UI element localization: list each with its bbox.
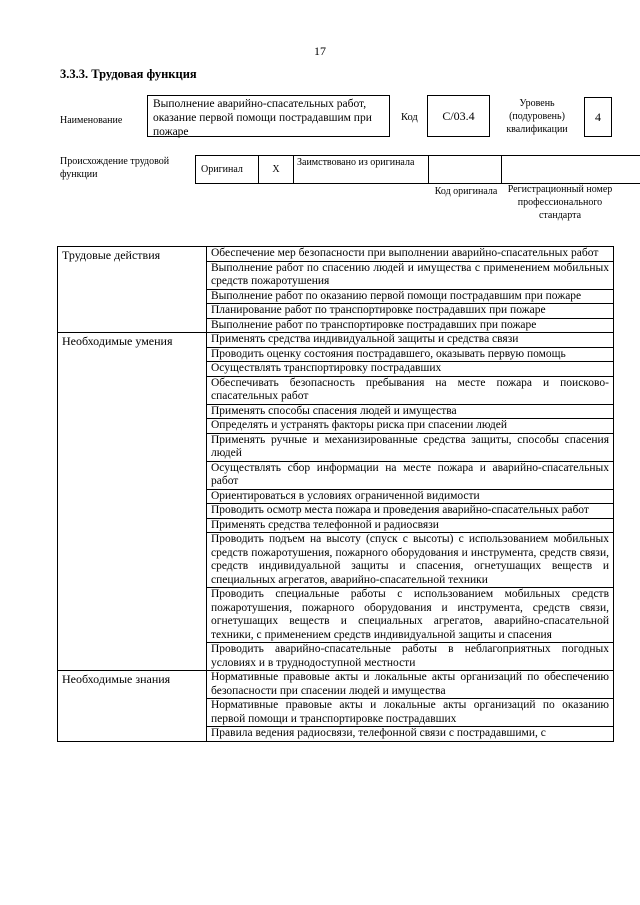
level-box: 4: [584, 97, 612, 137]
origin-label: Происхождение трудовой функции: [60, 156, 170, 180]
list-item: Проводить специальные работы с использованием мобильных средств пожаротушения, пожарного оборудования и инструмента, средств связи, огнетушащих веществ и специальных агрегатов, аварийно-спасательной техники, с применением средств индивидуальной защиты и спасения: [207, 588, 613, 643]
original-cell: Оригинал: [195, 155, 259, 184]
category-cell: Трудовые действия: [58, 247, 207, 333]
list-item: Обеспечение мер безопасности при выполнении аварийно-спасательных работ: [207, 247, 613, 262]
function-table: [57, 246, 614, 742]
list-item: Ориентироваться в условиях ограниченной видимости: [207, 490, 613, 505]
borrowed-cell: Заимствовано из оригинала: [293, 155, 429, 184]
level-label: Уровень (подуровень) квалификации: [506, 98, 568, 135]
list-item: Применять способы спасения людей и имущества: [207, 405, 613, 420]
reg-number-cell: [501, 155, 640, 184]
items-cell: [207, 247, 614, 333]
code-label: Код: [401, 112, 418, 123]
list-item: Обеспечивать безопасность пребывания на месте пожара и поисково-спасательных работ: [207, 377, 613, 405]
list-item: Осуществлять транспортировку пострадавших: [207, 362, 613, 377]
list-item: Проводить оценку состояния пострадавшего, оказывать первую помощь: [207, 348, 613, 363]
section-title: 3.3.3. Трудовая функция: [60, 67, 197, 81]
items-cell: [207, 333, 614, 671]
list-item: Применять ручные и механизированные средства защиты, способы спасения людей: [207, 434, 613, 462]
list-item: Выполнение работ по транспортировке пострадавших при пожаре: [211, 318, 537, 331]
page-number: 17: [314, 44, 326, 58]
list-item: Определять и устранять факторы риска при спасении людей: [207, 419, 613, 434]
items-cell: [207, 671, 614, 742]
name-label: Наименование: [60, 115, 123, 126]
list-item: Проводить подъем на высоту (спуск с высоты) с использованием мобильных средств пожаротушения, пожарного оборудования и инструмента, средств связи, средств индивидуальной защиты и спасения, огнетушащих веществ и специальных агрегатов, аварийно-спасательной техники: [207, 533, 613, 588]
original-code-cell: [428, 155, 502, 184]
list-item: Проводить осмотр места пожара и проведения аварийно-спасательных работ: [207, 504, 613, 519]
list-item: Правила ведения радиосвязи, телефонной связи с пострадавшими, с: [211, 727, 546, 739]
original-code-caption: Код оригинала: [434, 186, 498, 197]
list-item: Нормативные правовые акты и локальные акты организаций по оказанию первой помощи и транспортировке пострадавших: [207, 699, 613, 727]
list-item: Нормативные правовые акты и локальные акты организаций по обеспечению безопасности при спасении людей и имущества: [207, 671, 613, 699]
list-item: Проводить аварийно-спасательные работы в неблагоприятных погодных условиях и в труднодоступной местности: [211, 643, 609, 669]
list-item: Выполнение работ по оказанию первой помощи пострадавшим при пожаре: [207, 290, 613, 305]
table-row: [58, 671, 614, 742]
table-row: [58, 333, 614, 671]
reg-number-caption: Регистрационный номер профессионального стандарта: [507, 184, 613, 221]
table-row: [58, 247, 614, 333]
origin-row: [196, 155, 640, 184]
code-box: С/03.4: [427, 95, 490, 137]
list-item: Применять средства индивидуальной защиты и средства связи: [207, 333, 613, 348]
list-item: Планирование работ по транспортировке пострадавших при пожаре: [207, 304, 613, 319]
list-item: Применять средства телефонной и радиосвязи: [207, 519, 613, 534]
category-cell: Необходимые умения: [58, 333, 207, 671]
list-item: Выполнение работ по спасению людей и имущества с применением мобильных средств пожаротушения: [207, 262, 613, 290]
list-item: Осуществлять сбор информации на месте пожара и аварийно-спасательных работ: [207, 462, 613, 490]
category-cell: Необходимые знания: [58, 671, 207, 742]
original-mark: X: [258, 155, 294, 184]
function-name-box: Выполнение аварийно-спасательных работ, оказание первой помощи пострадавшим при пожаре: [147, 95, 390, 137]
